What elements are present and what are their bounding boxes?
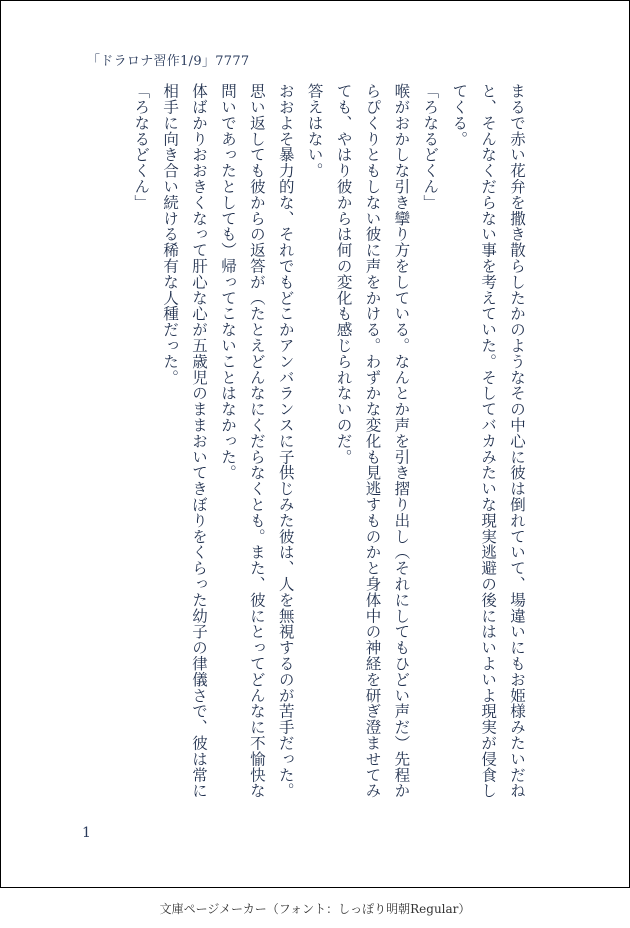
paragraph: 「ろなるどくん」 [132, 83, 151, 211]
paragraph: 答えはない。 [305, 83, 324, 179]
paragraph: おおよそ暴力的な、それでもどこかアンバランスに子供じみた彼は、人を無視するのが苦手だった。思い返しても彼からの返答が（たとえどんなにくだらなくとも。また、彼にとってどんなに不愉快な問いであったとしても）帰ってこないことはなかった。 [218, 83, 295, 799]
page-number: 1 [82, 825, 91, 841]
paragraph: 喉がおかしな引き攣り方をしている。なんとか声を引き摺り出し（それにしてもひどい声だ）先程からぴくりともしない彼に声をかける。わずかな変化も見逃すものかと身体中の神経を研ぎ澄ませてみても、やはり彼からは何の変化も感じられないのだ。 [334, 83, 411, 799]
paragraph: まるで赤い花弁を撒き散らしたかのようなその中心に彼は倒れていて、場違いにもお姫様みたいだねと、そんなくだらない事を考えていた。そしてバカみたいな現実逃避の後にはいよいよ現実が侵食してくる。 [450, 83, 526, 799]
vertical-body-text [126, 83, 531, 803]
paragraph: 体ばかりおおきくなって肝心な心が五歳児のままおいてきぼりをくらった幼子の律儀さで、彼は常に相手に向き合い続ける稀有な人種だった。 [161, 83, 209, 799]
page-header-title: 「ドラロナ習作1/9」7777 [87, 54, 250, 69]
footer-credit: 文庫ページメーカー（フォント：しっぽり明朝Regular） [159, 902, 471, 916]
paragraph: 「ろなるどくん」 [421, 83, 440, 211]
